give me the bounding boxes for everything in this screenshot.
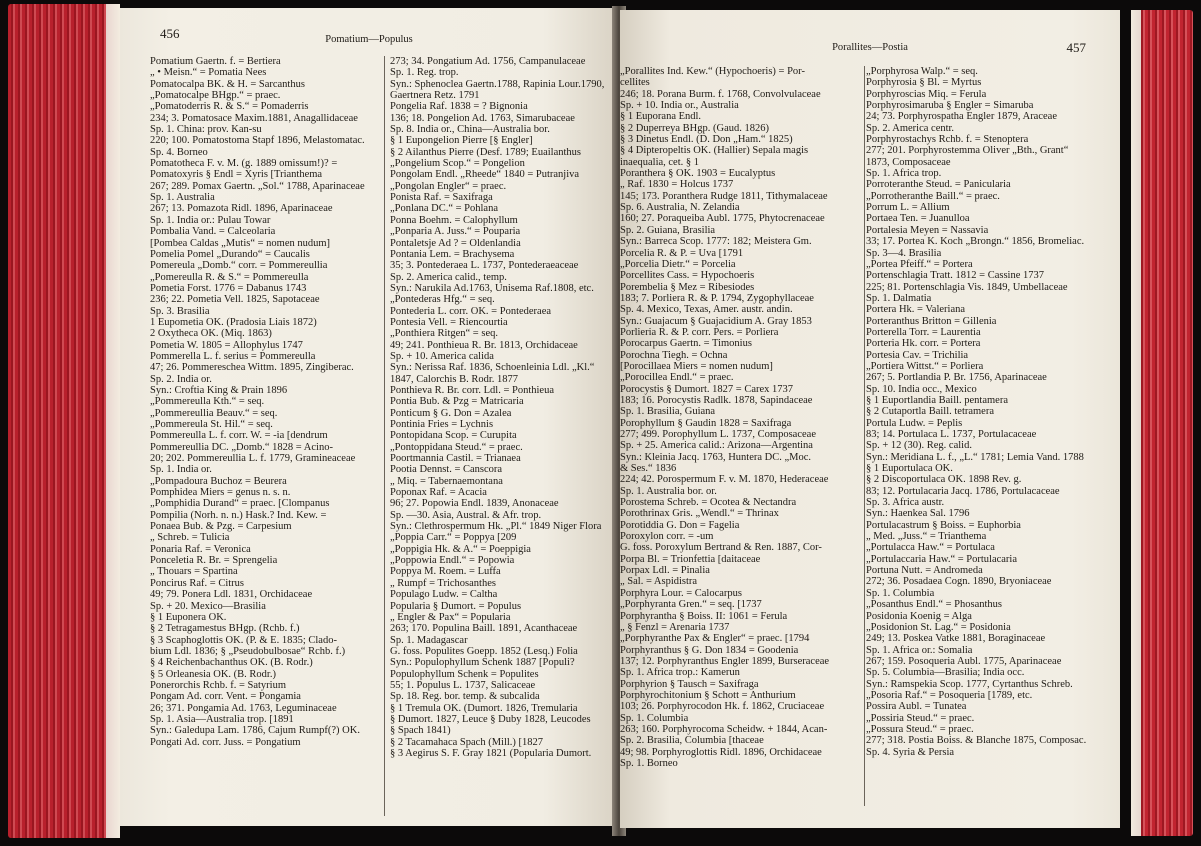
entry-line: „ Miq. = Tabernaemontana — [390, 475, 503, 487]
entry-line: § 5 Orleanesia OK. (B. Rodr.) — [150, 668, 276, 680]
entry-line: Porocystis § Dumort. 1827 = Carex 1737 — [620, 383, 794, 395]
entry-line: Porphyra Lour. = Calocarpus — [620, 587, 742, 599]
entry-line: Syn.: Guajacum § Guajacidium A. Gray 1853 — [620, 315, 812, 327]
entry-line: cellites — [620, 77, 650, 89]
entry-line: 160; 27. Poraqueiba Aubl. 1775, Phytocrenaceae — [620, 213, 825, 225]
entry-line: Portesia Cav. = Trichilia — [866, 349, 969, 361]
entry-line: 263; 160. Porphyrocoma Scheidw. + 1844, Acan- — [620, 723, 828, 735]
entry-line: Popularia § Dumort. = Populus — [390, 600, 522, 612]
entry-line: § 4 Reichenbachanthus OK. (B. Rodr.) — [150, 657, 313, 669]
entry-line: Sp. 2. Guiana, Brasilia — [620, 224, 716, 236]
entry-line: Pomatocalpa BK. & H. = Sarcanthus — [150, 78, 305, 90]
entry-line: Syn.: Sphenoclea Gaertn.1788, Rapinia Lour.1790, — [390, 78, 605, 90]
entry-line: Pomphidea Miers = genus n. s. n. — [150, 487, 291, 499]
entry-line: Sp. 1. Columbia — [620, 712, 689, 724]
entry-line: 20; 202. Pommereullia L. f. 1779, Gramineaceae — [150, 453, 356, 465]
entry-line: 35; 3. Pontederaea L. 1737, Pontederaeaceae — [390, 260, 579, 272]
entry-line: Sp. 1. Columbia — [866, 587, 935, 599]
entry-line: 234; 3. Pomatosace Maxim.1881, Anagallidaceae — [150, 112, 358, 124]
entry-line: § 2 Duperreya BHgp. (Gaud. 1826) — [620, 122, 770, 134]
entry-line: „ § Fenzl = Arenaria 1737 — [620, 621, 730, 633]
entry-line: Sp. 2. Brasilia, Columbia [thaceae — [620, 735, 764, 747]
entry-line: Porpax Ldl. = Pinalia — [620, 565, 710, 577]
entry-line: „ Sal. = Aspidistra — [620, 576, 698, 588]
entry-line: „Porrotheranthe Baill.“ = praec. — [866, 190, 1000, 202]
entry-line: § 2 Cutaportla Baill. tetramera — [866, 406, 994, 418]
entry-line: Sp. 1. Reg. trop. — [390, 67, 459, 79]
entry-line: 145; 173. Poranthera Rudge 1811, Tithymalaceae — [620, 190, 828, 202]
entry-line: § 1 Euporana Endl. — [620, 111, 702, 123]
entry-line: Ponista Raf. = Saxifraga — [390, 192, 493, 204]
entry-line: Sp. 1. Africa or.: Somalia — [866, 644, 973, 656]
entry-line: „ Schreb. = Tulicia — [150, 532, 230, 544]
column-divider — [384, 56, 385, 816]
entry-line: & Ses.“ 1836 — [620, 463, 677, 475]
entry-line: Porophyllum § Gaudin 1828 = Saxifraga — [620, 417, 792, 429]
entry-line: „Pontoppidana Steud.“ = praec. — [390, 441, 523, 453]
entry-line: Pompilia (Norh. n. n.) Hask.? Ind. Kew. = — [150, 509, 327, 521]
entry-line: „Portulaccaria Haw.“ = Portulacaria — [866, 553, 1017, 565]
entry-line: Pomatium Gaertn. f. = Bertiera — [150, 56, 281, 67]
entry-line: Syn.: Haenkea Sal. 1796 — [866, 508, 970, 520]
entry-line: 83; 12. Portulacaria Jacq. 1786, Portulacaceae — [866, 485, 1060, 497]
entry-line: 96; 27. Popowia Endl. 1839, Anonaceae — [390, 498, 559, 510]
entry-line: 267; 159. Posoqueria Aubl. 1775, Aparinaceae — [866, 655, 1062, 667]
entry-line: Pomelia Pomel „Durando“ = Caucalis — [150, 248, 310, 260]
entry-line: „Poppowia Endl.“ = Popowia — [390, 555, 515, 567]
entry-line: 273; 34. Pongatium Ad. 1756, Campanulaceae — [390, 56, 586, 67]
right-column-2 — [866, 66, 1108, 758]
entry-line: Porphyrion § Tausch = Saxifraga — [620, 678, 759, 690]
entry-line: Portalesia Meyen = Nassavia — [866, 224, 989, 236]
entry-line: Sp. 10. India occ., Mexico — [866, 383, 977, 395]
entry-line: Sp. 1. Brasilia, Guiana — [620, 406, 716, 418]
entry-line: „ • Meisn.“ = Pomatia Nees — [150, 67, 267, 79]
entry-line: 267; 13. Pomazota Ridl. 1896, Aparinaceae — [150, 203, 333, 215]
entry-line: „Portea Pfeiff.“ = Portera — [866, 258, 973, 270]
entry-line: Portera Hk. = Valeriana — [866, 304, 966, 316]
page-edges-right — [1131, 10, 1193, 836]
entry-line: Pontia Bub. & Pzg = Matricaria — [390, 396, 524, 408]
entry-line: Sp. 3—4. Brasilia — [866, 247, 942, 259]
running-head: Porallites—Postia — [832, 42, 908, 53]
entry-line: 26; 371. Pongamia Ad. 1763, Leguminaceae — [150, 702, 337, 714]
entry-line: „Porphyranthe Pax & Engler“ = praec. [1794 — [620, 633, 810, 645]
entry-line: „Pomphidia Durand“ = praec. [Clompanus — [150, 498, 330, 510]
left-column-2 — [390, 56, 612, 759]
entry-line: § Spach 1841) — [390, 725, 451, 737]
entry-line: Sp. 2. America calid., temp. — [390, 271, 507, 283]
entry-line: Sp. 18. Reg. bor. temp. & subcalida — [390, 691, 540, 703]
entry-line: 263; 170. Populina Baill. 1891, Acanthaceae — [390, 623, 578, 635]
entry-line: Pomatotheca F. v. M. (g. 1889 omissum!)? = — [150, 158, 338, 170]
page-number: 457 — [1066, 40, 1086, 55]
entry-line: Poranthera § OK. 1903 = Eucalyptus — [620, 168, 776, 180]
entry-line: 33; 17. Portea K. Koch „Brongn.“ 1856, Bromeliac. — [866, 236, 1085, 248]
entry-line: „Pommereula St. Hil.“ = seq. — [150, 419, 273, 430]
entry-line: Sp. 1. Australia — [150, 192, 215, 204]
column-divider — [864, 66, 865, 806]
entry-line: Sp. 6. Australia, N. Zelandia — [620, 202, 740, 214]
entry-line: 1 Eupometia OK. (Pradosia Liais 1872) — [150, 316, 317, 328]
entry-line: 55; 1. Populus L. 1737, Salicaceae — [390, 679, 536, 691]
entry-line: Pommereulla L. f. corr. W. = -ia [dendrum — [150, 430, 328, 442]
entry-line: Posidonia Koenig = Alga — [866, 610, 972, 622]
entry-line: § 1 Euponera OK. — [150, 611, 227, 623]
page-number: 456 — [160, 26, 180, 41]
entry-line: Sp. 5. Columbia—Brasilia; India occ. — [866, 667, 1025, 679]
entry-line: Syn.: Barreca Scop. 1777: 182; Meistera Gm. — [620, 236, 812, 248]
entry-line: Porteria Hk. corr. = Portera — [866, 338, 981, 350]
entry-line: Syn.: Clethrospermum Hk. „Pl.“ 1849 Niger Flora — [390, 521, 602, 533]
entry-line: Porothrinax Gris. „Wendl.“ = Thrinax — [620, 508, 779, 520]
entry-line: Sp. 3. Africa austr. — [866, 497, 945, 509]
entry-line: 249; 13. Poskea Vatke 1881, Boraginaceae — [866, 633, 1046, 645]
entry-line: Ponceletia R. Br. = Sprengelia — [150, 555, 278, 567]
entry-line: „Poppia Carr.“ = Poppya [209 — [390, 532, 517, 544]
entry-line: Pontaletsje Ad ? = Oldenlandia — [390, 237, 521, 249]
entry-line: „Pongelium Scop.“ = Pongelion — [390, 158, 525, 170]
entry-line: Poppya M. Roem. = Luffa — [390, 566, 501, 578]
entry-line: Pongolam Endl. „Rheede“ 1840 = Putranjiva — [390, 169, 580, 181]
entry-line: 277; 499. Porophyllum L. 1737, Composaceae — [620, 429, 816, 440]
right-column-1 — [620, 66, 862, 769]
entry-line: „Pommereulla Kth.“ = seq. — [150, 396, 265, 408]
entry-line: „Ponlana DC.“ = Pohlana — [390, 203, 498, 215]
entry-line: Pontopidana Scop. = Curupita — [390, 430, 517, 442]
entry-line: „Poppigia Hk. & A.“ = Poeppigia — [390, 543, 531, 555]
entry-line: „Ponparia A. Juss.“ = Pouparia — [390, 226, 521, 238]
entry-line: § 2 Ailanthus Pierre (Desf. 1789; Euailanthus — [390, 146, 582, 158]
entry-line: Sp. 1. India or.: Pulau Towar — [150, 214, 271, 226]
left-column-1 — [150, 56, 382, 748]
entry-line: Porphyrantha § Boiss. II: 1061 = Ferula — [620, 610, 788, 622]
entry-line: Syn.: Meridiana L. f., „L.“ 1781; Lemia Vand. 1788 — [866, 451, 1084, 463]
page-edges-left — [8, 4, 120, 838]
entry-line: „Ponthiera Ritgen“ = seq. — [390, 328, 498, 340]
entry-line: § 3 Dinetus Endl. (D. Don „Ham.“ 1825) — [620, 134, 793, 146]
entry-line: Pommereullia DC. „Domb.“ 1828 = Acino- — [150, 441, 333, 453]
entry-line: Porcellites Cass. = Hypochoeris — [620, 270, 755, 282]
entry-line: „Portulacca Haw.“ = Portulaca — [866, 542, 995, 554]
entry-line: Sp. 1. Africa trop.: Kamerun — [620, 667, 740, 679]
right-page — [620, 10, 1120, 828]
entry-line: Pometia W. 1805 = Allophylus 1747 — [150, 339, 303, 351]
entry-line: „Pongolan Engler“ = praec. — [390, 180, 507, 192]
entry-line: 277; 318. Postia Boiss. & Blanche 1875, Composac. — [866, 735, 1087, 747]
entry-line: „Porocillea Endl.“ = praec. — [620, 372, 734, 384]
entry-line: 49; 98. Porphyroglottis Ridl. 1896, Orchidaceae — [620, 746, 822, 758]
entry-line: [Pombea Caldas „Mutis“ = nomen nudum] — [150, 237, 331, 249]
entry-line: „ Thouars = Spartina — [150, 566, 238, 578]
entry-line: Sp. 1. Asia—Australia trop. [1891 — [150, 713, 294, 725]
entry-line: Sp. 4. Mexico, Texas, Amer. austr. andin. — [620, 304, 793, 316]
entry-line: 183; 7. Porliera R. & P. 1794, Zygophyllaceae — [620, 292, 814, 304]
entry-line: Ponna Boehm. = Calophyllum — [390, 214, 518, 226]
entry-line: Sp. —30. Asia, Austral. & Afr. trop. — [390, 509, 542, 521]
entry-line: Porembelia § Mez = Ribesiodes — [620, 281, 755, 293]
entry-line: Porocarpus Gaertn. = Timonius — [620, 338, 752, 350]
entry-line: [Porocillaea Miers = nomen nudum] — [620, 360, 773, 372]
entry-line: Pontederia L. corr. OK. = Pontederaea — [390, 305, 552, 317]
entry-line: „Porphyrosa Walp.“ = seq. — [866, 66, 978, 77]
entry-line: Porphyrochitonium § Schott = Anthurium — [620, 689, 796, 701]
entry-line: Porteranthus Britton = Gillenia — [866, 315, 997, 327]
entry-line: „ Rumpf = Trichosanthes — [390, 577, 496, 589]
entry-line: Gaertnera Retz. 1791 — [390, 90, 480, 102]
entry-line: § 1 Tremula OK. (Dumort. 1826, Tremularia — [390, 702, 578, 714]
entry-line: Pomereula „Domb.“ corr. = Pommereullia — [150, 260, 328, 272]
entry-line: Porphyrostachys Rchb. f. = Stenoptera — [866, 134, 1029, 146]
entry-line: Syn.: Kleinia Jacq. 1763, Huntera DC. „Moc. — [620, 451, 812, 463]
entry-line: „Posanthus Endl.“ = Phosanthus — [866, 599, 1003, 611]
entry-line: § 1 Euportulaca OK. — [866, 463, 953, 475]
entry-line: Pontania Lem. = Brachysema — [390, 248, 515, 260]
entry-line: 277; 201. Porphyrostemma Oliver „Bth., Grant“ — [866, 145, 1069, 157]
entry-line: Porphyrosia § Bl. = Myrtus — [866, 77, 982, 89]
entry-line: Sp. 1. China: prov. Kan-su — [150, 124, 262, 136]
entry-line: „Posoria Raf.“ = Posoqueria [1789, etc. — [866, 689, 1033, 701]
entry-line: 246; 18. Porana Burm. f. 1768, Convolvulaceae — [620, 88, 821, 100]
entry-line: Porotiddia G. Don = Fagelia — [620, 519, 740, 531]
entry-line: Sp. 4. Syria & Persia — [866, 746, 955, 758]
entry-line: Portaea Ten. = Juanulloa — [866, 213, 970, 225]
entry-line: „Porphyranta Gren.“ = seq. [1737 — [620, 599, 762, 611]
entry-line: Porochna Tiegh. = Ochna — [620, 349, 728, 361]
entry-line: 49; 241. Ponthieua R. Br. 1813, Orchidaceae — [390, 339, 578, 351]
entry-line: Pongam Ad. corr. Vent. = Pongamia — [150, 691, 301, 703]
entry-line: „Posidonion St. Lag.“ = Posidonia — [866, 621, 1011, 633]
entry-line: 1873, Composaceae — [866, 156, 951, 168]
entry-line: Ponaria Raf. = Veronica — [150, 543, 251, 555]
entry-line: Syn.: Ramspekia Scop. 1777, Cyrtanthus Schreb. — [866, 678, 1073, 690]
entry-line: Populago Ludw. = Caltha — [390, 589, 498, 601]
left-page — [120, 8, 618, 826]
entry-line: Sp. + 10. India or., Australia — [620, 100, 739, 112]
entry-line: Populophyllum Schenk = Populites — [390, 668, 539, 680]
entry-line: „Pontederas Hfg.“ = seq. — [390, 294, 495, 306]
entry-line: „Pomereulla R. & S.“ = Pommereulla — [150, 271, 309, 283]
entry-line: 2 Oxytheca OK. (Miq. 1863) — [150, 328, 272, 340]
entry-line: Pongelia Raf. 1838 = ? Bignonia — [390, 101, 528, 113]
entry-line: „Porallites Ind. Kew.“ (Hypochoeris) = Por- — [620, 66, 805, 77]
entry-line: „Pomatocalpe BHgp.“ = praec. — [150, 90, 281, 102]
entry-line: § 4 Dipteropeltis OK. (Hallier) Sepala magis — [620, 145, 809, 157]
entry-line: Sp. + 10. America calida — [390, 350, 494, 362]
entry-line: 236; 22. Pometia Vell. 1825, Sapotaceae — [150, 294, 320, 306]
entry-line: 83; 14. Portulaca L. 1737, Portulacaceae — [866, 429, 1037, 440]
entry-line: Porphyroscias Miq. = Ferula — [866, 88, 987, 100]
entry-line: Porphyranthus § G. Don 1834 = Goodenia — [620, 644, 799, 656]
entry-line: § 3 Aegirus S. F. Gray 1821 (Popularia Dumort. — [390, 747, 592, 759]
entry-line: „ Med. „Juss.“ = Trianthema — [866, 531, 987, 543]
entry-line: § 3 Scaphoglottis OK. (P. & E. 1835; Clado- — [150, 634, 337, 646]
entry-line: § 2 Tacamahaca Spach (Mill.) [1827 — [390, 736, 544, 748]
entry-line: Pomatoxyris § Endl = Xyris [Trianthema — [150, 169, 323, 181]
entry-line: Sp. + 12 (30). Reg. calid. — [866, 440, 972, 452]
entry-line: „Possiria Steud.“ = praec. — [866, 712, 975, 724]
entry-line: „ Raf. 1830 = Holcus 1737 — [620, 179, 734, 191]
entry-line: Porrum L. = Allium — [866, 202, 950, 214]
entry-line: Sp. 1. Australia bor. or. — [620, 485, 717, 497]
entry-line: Sp. + 20. Mexico—Brasilia — [150, 600, 266, 612]
entry-line: 272; 36. Posadaea Cogn. 1890, Bryoniaceae — [866, 576, 1052, 588]
entry-line: 137; 12. Porphyranthus Engler 1899, Burseraceae — [620, 655, 830, 667]
entry-line: Sp. 4. Borneo — [150, 146, 208, 158]
entry-line: 224; 42. Porospermum F. v. M. 1870, Hederaceae — [620, 474, 829, 486]
entry-line: § 2 Tetragamestus BHgp. (Rchb. f.) — [150, 623, 300, 635]
entry-line: Poortmannia Castil. = Trianaea — [390, 453, 521, 465]
entry-line: 220; 100. Pomatostoma Stapf 1896, Melastomatac. — [150, 135, 365, 147]
entry-line: Portulacastrum § Boiss. = Euphorbia — [866, 519, 1021, 531]
entry-line: Sp. 1. Madagascar — [390, 634, 468, 646]
entry-line: § 1 Eupongelion Pierre [§ Engler] — [390, 135, 533, 147]
entry-line: Portula Ludw. = Peplis — [866, 417, 963, 429]
entry-line: „Portiera Wittst.“ = Porliera — [866, 360, 984, 372]
entry-line: 136; 18. Pongelion Ad. 1763, Simarubaceae — [390, 112, 575, 124]
entry-line: Syn.: Nerissa Raf. 1836, Schoenleinia Ldl. „Kl.“ — [390, 362, 595, 374]
entry-line: Porcelia R. & P. = Uva [1791 — [620, 247, 744, 259]
entry-line: Pontinia Fries = Lychnis — [390, 419, 494, 430]
entry-line: Pontesia Vell. = Riencourtia — [390, 316, 508, 328]
entry-line: „Pompadoura Buchoz = Beurera — [150, 475, 287, 487]
entry-line: Syn.: Narukila Ad.1763, Unisema Raf.1808, etc. — [390, 282, 594, 294]
entry-line: Sp. 2. India or. — [150, 373, 212, 385]
entry-line: G. foss. Populites Goepp. 1852 (Lesq.) Folia — [390, 645, 578, 657]
entry-line: 225; 81. Portenschlagia Vis. 1849, Umbellaceae — [866, 281, 1068, 293]
entry-line: Ponticum § G. Don = Azalea — [390, 407, 512, 419]
entry-line: 1847, Calorchis B. Rodr. 1877 — [390, 373, 519, 385]
entry-line: Sp. 1. Borneo — [620, 757, 678, 769]
entry-line: G. foss. Poroxylum Bertrand & Ren. 1887, Cor- — [620, 542, 822, 554]
entry-line: Poponax Raf. = Acacia — [390, 487, 487, 499]
entry-line: Porphyrosimaruba § Engler = Simaruba — [866, 100, 1034, 112]
entry-line: Ponerorchis Rchb. f. = Satyrium — [150, 679, 286, 691]
entry-line: Sp. 1. India or. — [150, 464, 212, 476]
entry-line: Sp. 8. India or., China—Australia bor. — [390, 124, 550, 136]
entry-line: Syn.: Populophyllum Schenk 1887 [Populi? — [390, 657, 575, 669]
entry-line: „ Engler & Pax“ = Popularia — [390, 611, 511, 623]
entry-line: § Dumort. 1827, Leuce § Duby 1828, Leucodes — [390, 713, 591, 725]
entry-line: Porostema Schreb. = Ocotea & Nectandra — [620, 497, 797, 509]
entry-line: Porlieria R. & P. corr. Pers. = Porliera — [620, 326, 779, 338]
entry-line: Sp. + 25. America calid.: Arizona—Argentina — [620, 440, 813, 452]
running-head: Pomatium—Populus — [325, 34, 413, 45]
entry-line: Ponaea Bub. & Pzg. = Carpesium — [150, 521, 292, 533]
entry-line: § 1 Euportlandia Baill. pentamera — [866, 394, 1008, 406]
entry-line: Pommerella L. f. serius = Pommereulla — [150, 350, 316, 362]
entry-line: „Pommereullia Beauv.“ = seq. — [150, 407, 278, 419]
entry-line: Possira Aubl. = Tunatea — [866, 701, 967, 713]
entry-line: Poncirus Raf. = Citrus — [150, 577, 245, 589]
entry-line: Ponthieva R. Br. corr. Ldl. = Ponthieua — [390, 384, 554, 396]
entry-line: Porterella Torr. = Laurentia — [866, 326, 981, 338]
entry-line: Portenschlagia Tratt. 1812 = Cassine 1737 — [866, 270, 1044, 282]
entry-line: Porroteranthe Steud. = Panicularia — [866, 179, 1011, 191]
entry-line: Sp. 1. Dalmatia — [866, 292, 932, 304]
entry-line: 103; 26. Porphyrocodon Hk. f. 1862, Cruciaceae — [620, 701, 825, 713]
entry-line: § 2 Discoportulaca OK. 1898 Rev. g. — [866, 474, 1022, 486]
entry-line: bium Ldl. 1836; § „Pseudobulbosae“ Rchb. f.) — [150, 645, 346, 657]
entry-line: Sp. 2. America centr. — [866, 122, 955, 134]
entry-line: 267; 5. Portlandia P. Br. 1756, Aparinaceae — [866, 372, 1047, 384]
entry-line: Portuna Nutt. = Andromeda — [866, 565, 983, 577]
entry-line: Pombalia Vand. = Calceolaria — [150, 226, 276, 238]
entry-line: Syn.: Galedupa Lam. 1786, Cajum Rumpf(?) OK. — [150, 725, 360, 737]
entry-line: Pootia Dennst. = Canscora — [390, 464, 503, 476]
entry-line: 49; 79. Ponera Ldl. 1831, Orchidaceae — [150, 589, 313, 601]
entry-line: „Possura Steud.“ = praec. — [866, 723, 974, 735]
entry-line: Poroxylon corr. = -um — [620, 531, 714, 543]
entry-line: Sp. 3. Brasilia — [150, 305, 210, 317]
entry-line: 24; 73. Porphyrospatha Engler 1879, Araceae — [866, 111, 1057, 123]
entry-line: 47; 26. Pommereschea Wittm. 1895, Zingiberac. — [150, 362, 354, 374]
entry-line: inaequalia, cet. § 1 — [620, 156, 700, 168]
entry-line: Sp. 1. Africa trop. — [866, 168, 942, 180]
entry-line: „Porcelia Dietr.“ = Porcelia — [620, 258, 736, 270]
entry-line: 267; 289. Pomax Gaertn. „Sol.“ 1788, Aparinaceae — [150, 180, 365, 192]
entry-line: Porpa Bl. = Trionfettia [daitaceae — [620, 553, 761, 565]
entry-line: Syn.: Croftia King & Prain 1896 — [150, 384, 288, 396]
entry-line: Pongati Ad. corr. Juss. = Pongatium — [150, 736, 301, 748]
entry-line: 183; 16. Porocystis Radlk. 1878, Sapindaceae — [620, 394, 813, 406]
entry-line: Pometia Forst. 1776 = Dabanus 1743 — [150, 282, 307, 294]
entry-line: „Pomatoderris R. & S.“ = Pomaderris — [150, 101, 309, 113]
